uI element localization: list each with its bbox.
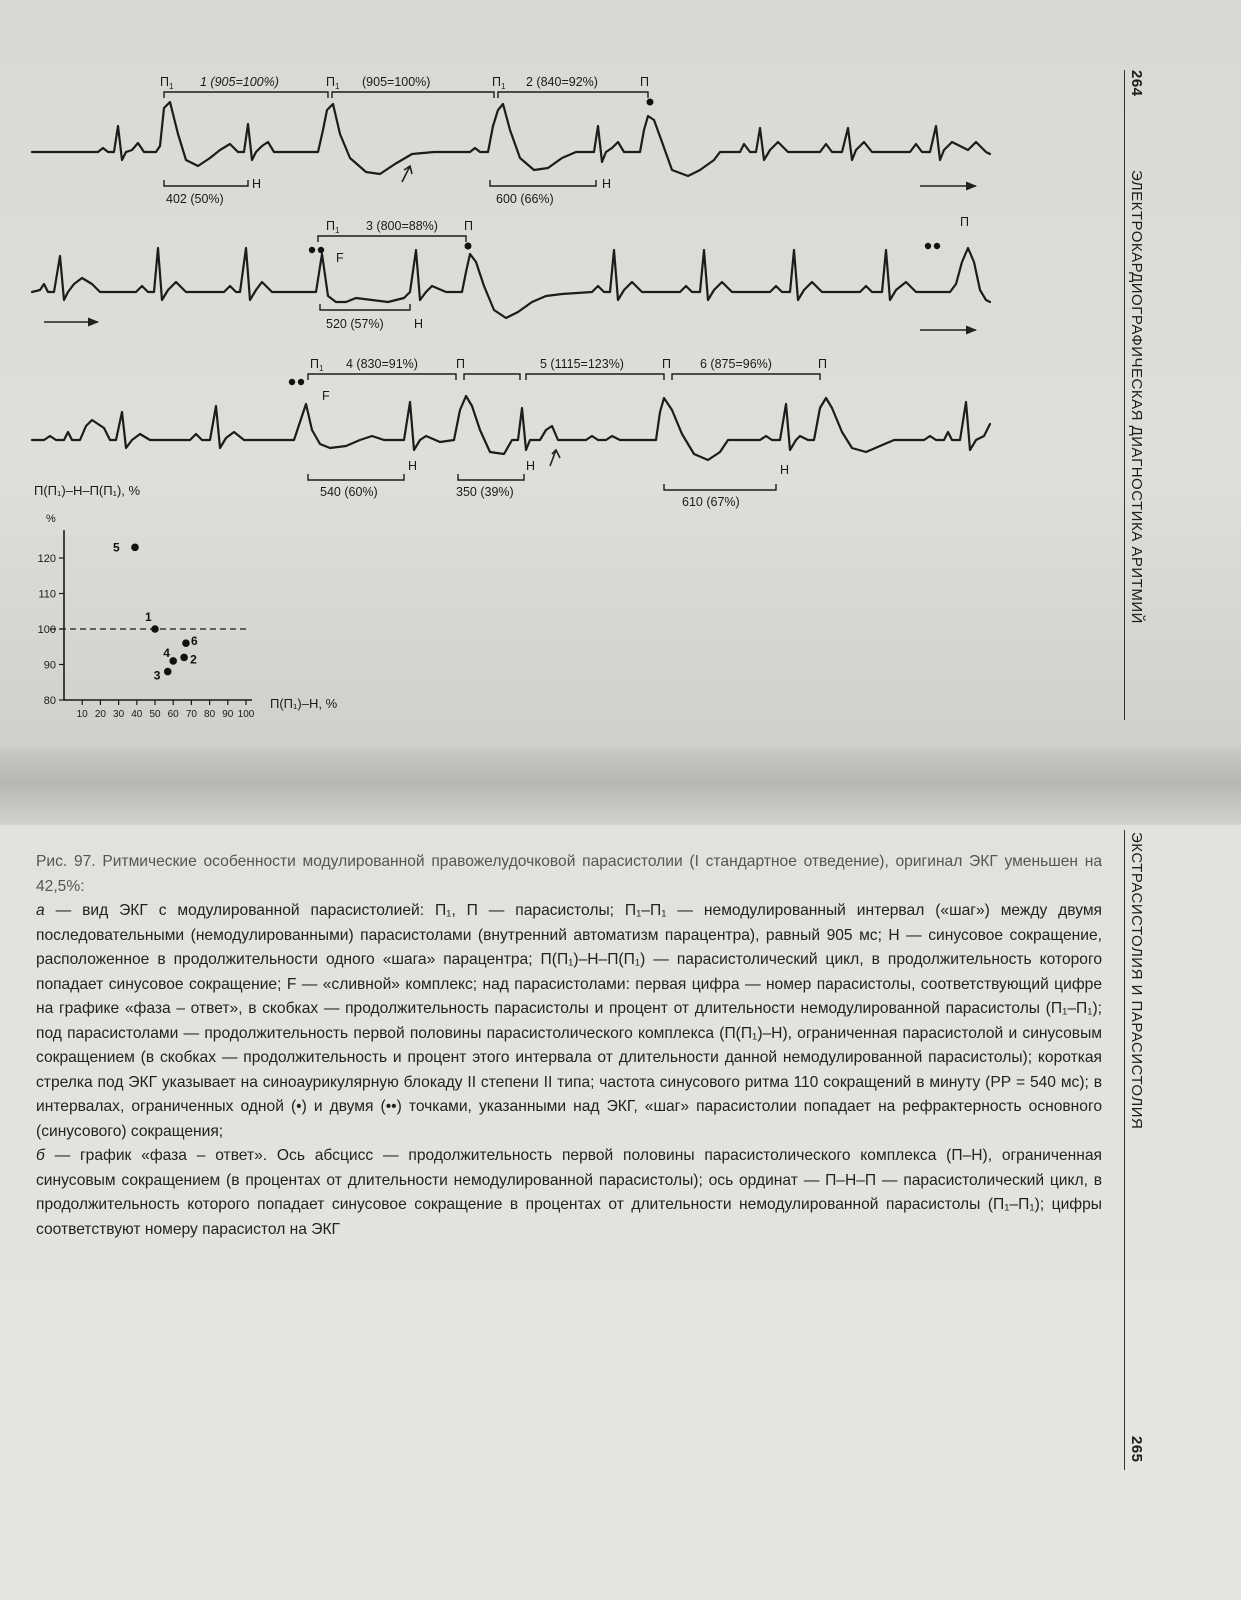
chart-point-label: 5 <box>112 540 120 555</box>
caption-part-a <box>36 899 1102 1144</box>
chart-point-label: 2 <box>190 652 197 667</box>
chart-x-tick-label: 100 <box>237 709 255 720</box>
label-interval-4: 4 (830=91%) <box>346 357 418 371</box>
ecg-strip-3 <box>32 396 990 460</box>
label-p1: $П_1$ <box>326 75 340 91</box>
chart-point <box>180 654 188 662</box>
ecg-strip-2 <box>32 248 990 318</box>
label-interval-mid: (905=100%) <box>362 75 431 89</box>
chart-point-label: 4 <box>163 645 170 660</box>
caption-letter-a: а <box>36 902 45 919</box>
label-interval-3: 3 (800=88%) <box>366 219 438 233</box>
label-interval-1: 1 (905=100%) <box>200 75 279 89</box>
chart-ylabel: П(П₁)–Н–П(П₁), % <box>34 483 141 498</box>
chart-point <box>151 625 159 633</box>
label-p1: $П_1$ <box>326 219 340 235</box>
ecg-figure <box>0 0 1241 760</box>
chart-x-tick-label: 10 <box>76 709 88 720</box>
chart-point <box>131 544 139 552</box>
label-h: Н <box>414 317 424 331</box>
label-f: F <box>322 389 330 403</box>
label-under-1: 402 (50%) <box>166 192 224 206</box>
label-h: Н <box>526 459 536 473</box>
chart-point-label: 1 <box>145 610 152 624</box>
chart-x-tick-label: 20 <box>94 709 106 720</box>
chart-y-tick-label: 80 <box>43 695 56 707</box>
caption-text-a: — вид ЭКГ с модулированной парасистолией: П₁, П — парасистолы; П₁–П₁ — немодулированный интервал («шаг») между двумя последовательными (немодулированными) парасистолами (внутренний автоматизм парацентра), равный 905 мс; Н — синусовое сокращение, расположенное в продолжительности одного «шага» парацентра; П(П₁)–Н–П(П₁) — парасистолический цикл, в продолжительность которого попадает синусовое сокращение; F — «сливной» комплекс; над парасистолами: первая цифра — номер парасистолы, соответствующий цифре на графике «фаза – ответ», в скобках — продолжительность парасистолы и процент от длительности немодулированной парасистолы (П₁–П₁); под парасистолами — продолжительность первой половины парасистолического комплекса (П(П₁)–Н), ограниченная парасистолой и синусовым сокращением (в скобках — продолжительность и процент этого интервала от длительности данной немодулированной парасистолы); короткая стрелка под ЭКГ указывает на синоаурикулярную блокаду II степени II типа; частота синусового ритма 110 сокращений в минуту (РР = 540 мс); в интервалах, ограниченных одной (•) и двумя (••) точками, указанными над ЭКГ, «шаг» парасистолии попадает на рефрактерность основного (синусового) сокращения; <box>36 902 1102 1140</box>
chart-x-tick-label: 80 <box>204 709 216 720</box>
figure-caption <box>36 850 1102 1242</box>
label-under-6: 610 (67%) <box>682 495 740 509</box>
caption-part-b <box>36 1144 1102 1242</box>
label-interval-6: 6 (875=96%) <box>700 357 772 371</box>
label-p1: $П_1$ <box>160 75 174 91</box>
ecg-strip-1 <box>32 102 990 176</box>
label-p1: $П_1$ <box>492 75 506 91</box>
margin-rule <box>1124 70 1125 720</box>
chart-point-label: 3 <box>153 668 161 683</box>
chart-point <box>182 639 190 647</box>
running-head-bottom: ЭКСТРАСИСТОЛИЯ И ПАРАСИСТОЛИЯ <box>1128 832 1145 1130</box>
chart-y-tick-label: 100 <box>37 624 56 636</box>
caption-title: Рис. 97. Ритмические особенности модулированной правожелудочковой парасистолии (I стандартное отведение), оригинал ЭКГ уменьшен на 42,5%: <box>36 853 1102 895</box>
label-p: П <box>662 357 671 371</box>
label-under-2: 600 (66%) <box>496 192 554 206</box>
caption-text-b: — график «фаза – ответ». Ось абсцисс — продолжительность первой половины парасистолического комплекса (П–Н), ограниченная синусовым сокращением (в процентах от длительности немодулированной парасистолы); ось ординат — П–Н–П — парасистолический цикл, в продолжительность которого попадает синусовое сокращение в процентах от длительности немодулированной парасистолы (П₁–П₁); цифры соответствуют номеру парасистол на ЭКГ <box>36 1147 1102 1238</box>
label-under-5: 350 (39%) <box>456 485 514 499</box>
chart-yunit: % <box>46 513 56 525</box>
chart-x-tick-label: 40 <box>131 709 143 720</box>
chart-x-tick-label: 30 <box>113 709 125 720</box>
label-h: Н <box>252 177 262 191</box>
label-interval-5: 5 (1115=123%) <box>540 357 624 371</box>
label-p: П <box>464 219 473 233</box>
book-spine-shadow <box>0 748 1241 828</box>
chart-x-tick-label: 90 <box>222 709 234 720</box>
phase-response-chart <box>34 483 338 720</box>
chart-point <box>164 668 172 676</box>
chart-y-tick-label: 90 <box>43 659 56 672</box>
label-p: П <box>818 357 827 371</box>
label-f: F <box>336 251 344 265</box>
chart-x-tick-label: 50 <box>149 709 161 720</box>
chart-x-tick-label: 70 <box>185 709 197 720</box>
label-under-4: 540 (60%) <box>320 485 378 499</box>
chart-point <box>169 657 177 665</box>
page-number-264: 264 <box>1128 70 1145 97</box>
chart-y-tick-label: 120 <box>37 553 56 565</box>
label-interval-2: 2 (840=92%) <box>526 75 598 89</box>
label-under-3: 520 (57%) <box>326 317 384 331</box>
chart-point-label: 6 <box>190 634 198 649</box>
chart-x-tick-label: 60 <box>167 709 179 720</box>
chart-y-tick-label: 110 <box>38 588 56 601</box>
label-p: П <box>960 215 969 229</box>
caption-letter-b: б <box>36 1147 45 1164</box>
label-h: Н <box>780 463 790 477</box>
label-h: Н <box>408 459 418 473</box>
margin-rule <box>1124 830 1125 1470</box>
label-h: Н <box>602 177 612 191</box>
label-p: П <box>456 357 465 371</box>
chart-xlabel: П(П₁)–Н, % <box>270 696 338 711</box>
running-head-top: ЭЛЕКТРОКАРДИОГРАФИЧЕСКАЯ ДИАГНОСТИКА АРИТМИЙ <box>1128 170 1145 624</box>
label-p: П <box>640 75 649 89</box>
label-p1: $П_1$ <box>310 357 324 373</box>
page-number-265: 265 <box>1128 1436 1145 1463</box>
